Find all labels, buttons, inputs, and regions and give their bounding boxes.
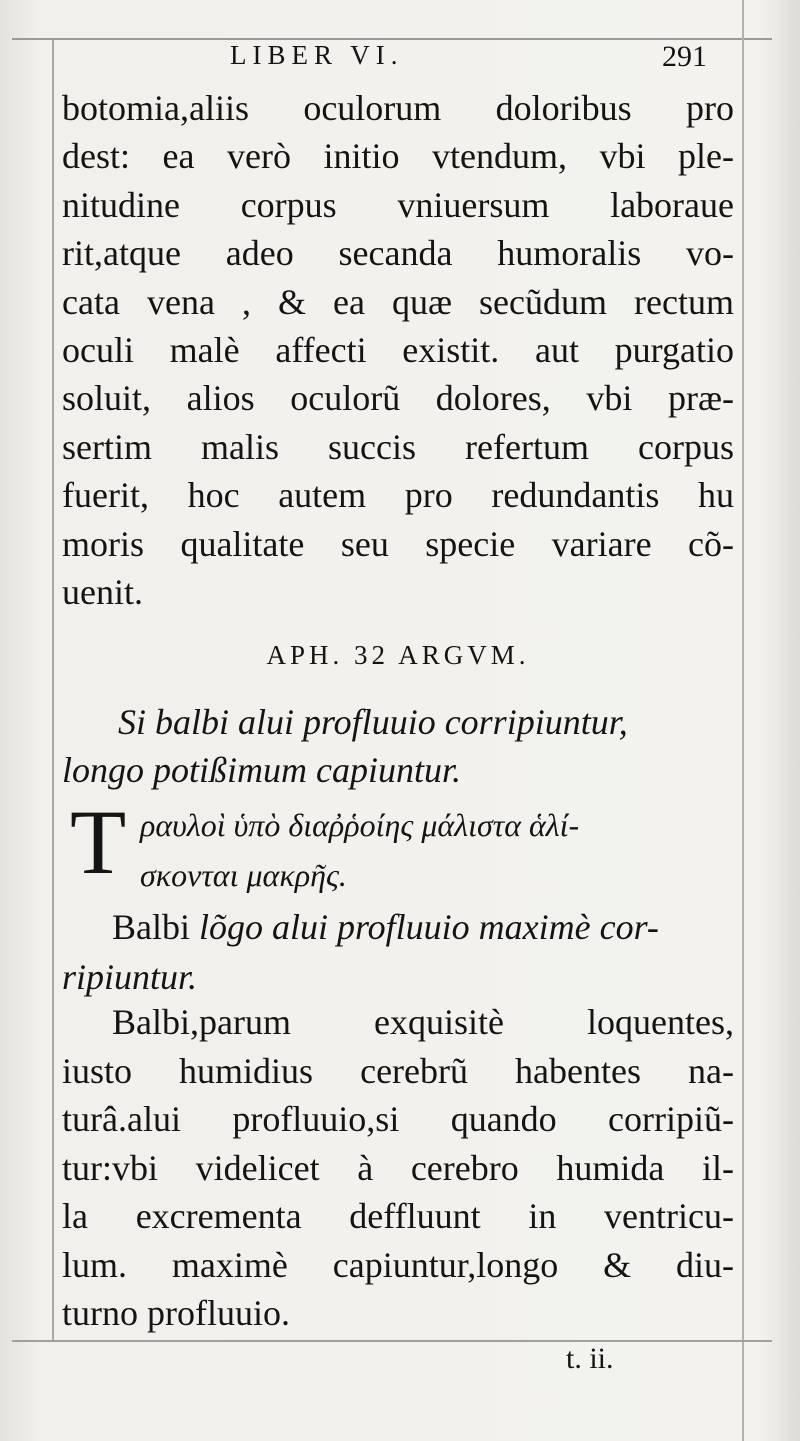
text-line: Balbi,parum exquisitè loquentes,	[112, 1002, 734, 1042]
bottom-rule	[12, 1340, 772, 1342]
text-line: longo potißimum capiuntur.	[62, 750, 462, 790]
right-margin-rule	[742, 0, 744, 1441]
text-line: oculi malè affecti existit. aut purgatio	[62, 330, 734, 371]
aphorism-heading: APH. 32 ARGVM.	[266, 640, 530, 670]
translation-rest: lõgo alui profluuio maximè cor-	[199, 907, 659, 947]
page-number: 291	[662, 40, 707, 73]
text-line: cata vena , & ea quæ secũdum rectum	[62, 281, 734, 322]
text-line: rit,atque adeo secanda humoralis vo-	[62, 233, 734, 274]
text-line: ripiuntur.	[62, 957, 198, 997]
text-line: uenit.	[62, 572, 143, 613]
text-line: ραυλοὶ ὑπὸ διαῤῥοίης μάλιστα ἁλί-	[140, 807, 580, 843]
text-line: botomia,aliis oculorum doloribus pro	[62, 88, 734, 128]
text-line: soluit, alios oculorũ dolores, vbi præ-	[62, 378, 734, 419]
paragraph-continued	[62, 84, 734, 616]
text-line: dest: ea verò initio vtendum, vbi ple-	[62, 136, 734, 177]
text-line: nitudine corpus vniuersum laboraue	[62, 184, 734, 225]
text-line: turno profluuio.	[62, 1293, 290, 1333]
text-line: tur:vbi videlicet à cerebro humida il-	[62, 1147, 734, 1188]
text-line: iusto humidius cerebrũ habentes na-	[62, 1050, 734, 1091]
text-line: moris qualitate seu specie variare cõ-	[62, 523, 734, 564]
aphorism-argument	[62, 698, 734, 794]
greek-text	[140, 800, 740, 900]
text-line: Si balbi alui profluuio corripiuntur,	[118, 702, 628, 742]
translation-start: Balbi	[112, 907, 190, 947]
left-margin-rule	[52, 40, 54, 1340]
latin-translation	[62, 902, 734, 1002]
catchword: t. ii.	[566, 1342, 614, 1375]
commentary	[62, 998, 734, 1338]
drop-cap: T	[70, 791, 127, 893]
text-line: fuerit, hoc autem pro redundantis hu	[62, 475, 734, 516]
text-line: la excrementa deffluunt in ventricu-	[62, 1196, 734, 1236]
text-line: σκονται μακρῆς.	[140, 857, 347, 893]
running-head: LIBER VI.	[230, 40, 404, 70]
text-line: lum. maximè capiuntur,longo & diu-	[62, 1244, 734, 1285]
text-line: sertim malis succis refertum corpus	[62, 426, 734, 467]
text-line	[62, 902, 734, 952]
text-line: turâ.alui profluuio,si quando corripiũ-	[62, 1099, 734, 1139]
